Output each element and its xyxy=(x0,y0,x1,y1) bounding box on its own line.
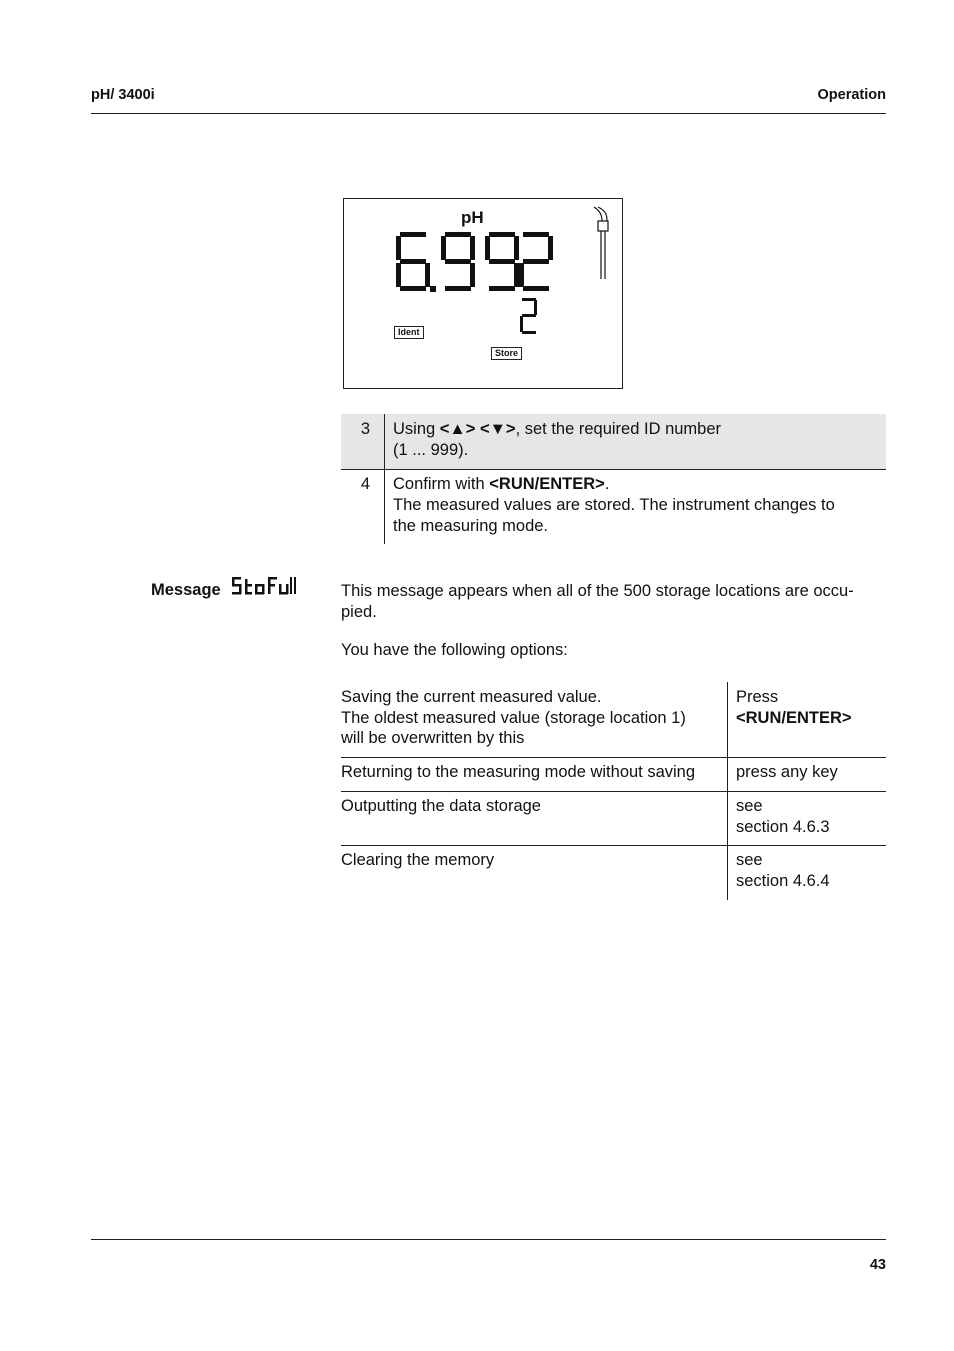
lcd-digit-9a xyxy=(441,232,475,291)
lcd-ident-label: Ident xyxy=(394,326,424,339)
option-response: see section 4.6.4 xyxy=(736,851,830,890)
option-action: Outputting the data storage xyxy=(341,797,541,815)
lcd-display xyxy=(343,198,623,389)
option-action: Clearing the memory xyxy=(341,851,495,869)
message-description: This message appears when all of the 500 storage locations are occu- pied. xyxy=(341,582,854,621)
run-enter-key: <RUN/ENTER> xyxy=(489,475,605,493)
lcd-digit-2 xyxy=(519,232,553,291)
lcd-decimal-point xyxy=(430,286,436,292)
footer-rule xyxy=(91,1239,886,1240)
step-table-divider xyxy=(384,414,385,544)
message-heading: Message xyxy=(151,581,221,599)
arrow-keys: <▲> <▼> xyxy=(439,420,516,438)
option-response: Press <RUN/ENTER> xyxy=(736,688,852,727)
lcd-digit-9b xyxy=(485,232,519,291)
lcd-digit-6 xyxy=(396,232,430,291)
step-text: Using <▲> <▼>, set the required ID number (1 ... 999). xyxy=(393,420,722,459)
options-intro: You have the following options: xyxy=(341,641,568,659)
options-row-separator xyxy=(341,757,886,758)
electrode-icon xyxy=(594,207,608,279)
svg-text:StoFull: StoFull xyxy=(231,575,235,576)
step-row-separator xyxy=(341,469,886,470)
option-response: press any key xyxy=(736,763,838,781)
option-response: see section 4.6.3 xyxy=(736,797,830,836)
options-row-separator xyxy=(341,791,886,792)
option-action: Saving the current measured value. The oldest measured value (storage location 1) will be overwritten by this xyxy=(341,688,686,747)
lcd-store-label: Store xyxy=(491,347,522,360)
lcd-digits xyxy=(344,199,622,388)
lcd-unit-label: pH xyxy=(461,208,484,227)
step-text: Confirm with <RUN/ENTER>. The measured values are stored. The instrument changes to the measuring mode. xyxy=(393,475,835,535)
options-row-separator xyxy=(341,845,886,846)
lcd-sub-digit-2 xyxy=(520,298,537,334)
option-action: Returning to the measuring mode without saving xyxy=(341,763,696,781)
step-number: 4 xyxy=(360,475,370,493)
stofull-lcd-code xyxy=(231,575,297,597)
page-number: 43 xyxy=(869,1257,886,1273)
running-header-section: Operation xyxy=(817,87,886,103)
running-header-title: pH/ 3400i xyxy=(91,87,155,103)
header-rule xyxy=(91,113,886,114)
step-number: 3 xyxy=(360,420,370,438)
